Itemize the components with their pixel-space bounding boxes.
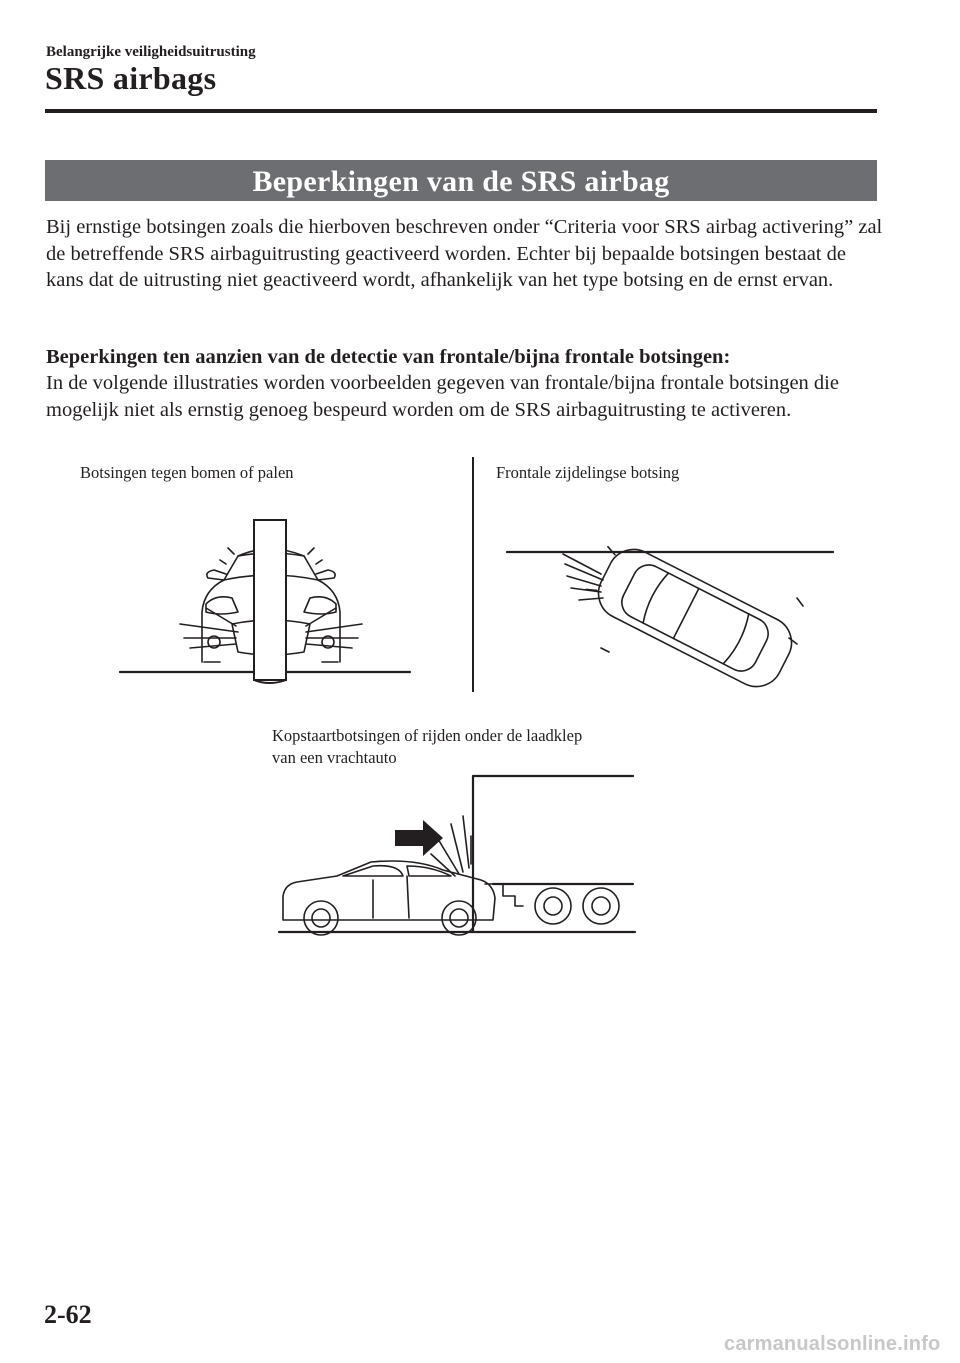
arrow-right-icon: [395, 820, 443, 856]
watermark: carmanualsonline.info: [724, 1333, 941, 1355]
chapter-title: SRS airbags: [45, 60, 217, 96]
truck-caption-line-1: Kopstaartbotsingen of rijden onder de laadklep: [272, 726, 583, 745]
truck-collision-caption: [272, 725, 582, 769]
subheading: Beperkingen ten aanzien van de detectie van frontale/bijna frontale botsingen:: [46, 346, 731, 368]
column-divider: [472, 457, 474, 692]
truck-collision-illustration: [275, 772, 640, 937]
section-label: Belangrijke veiligheidsuitrusting: [46, 44, 256, 60]
side-collision-illustration: [505, 540, 840, 690]
truck-caption-line-2: van een vrachtauto: [272, 748, 397, 767]
header-divider: [45, 109, 877, 113]
pole-collision-caption: Botsingen tegen bomen of palen: [80, 463, 294, 482]
subheading-paragraph: In de volgende illustraties worden voorbeelden gegeven van frontale/bijna frontale botsingen die mogelijk niet als ernstig genoeg bespeurd worden om de SRS airbaguitrusting te activeren.: [46, 372, 839, 421]
page-number: 2-62: [44, 1300, 92, 1329]
section-title-bar: Beperkingen van de SRS airbag: [45, 160, 877, 201]
intro-paragraph: Bij ernstige botsingen zoals die hierboven beschreven onder “Criteria voor SRS airbag activering” zal de betreffende SRS airbaguitrusting geactiveerd worden. Echter bij bepaalde botsingen bestaat de kans dat de uitrusting niet geactiveerd wordt, afhankelijk van het type botsing en de ernst ervan.: [46, 216, 883, 291]
side-collision-caption: Frontale zijdelingse botsing: [496, 463, 680, 482]
pole-collision-illustration: [120, 520, 420, 685]
